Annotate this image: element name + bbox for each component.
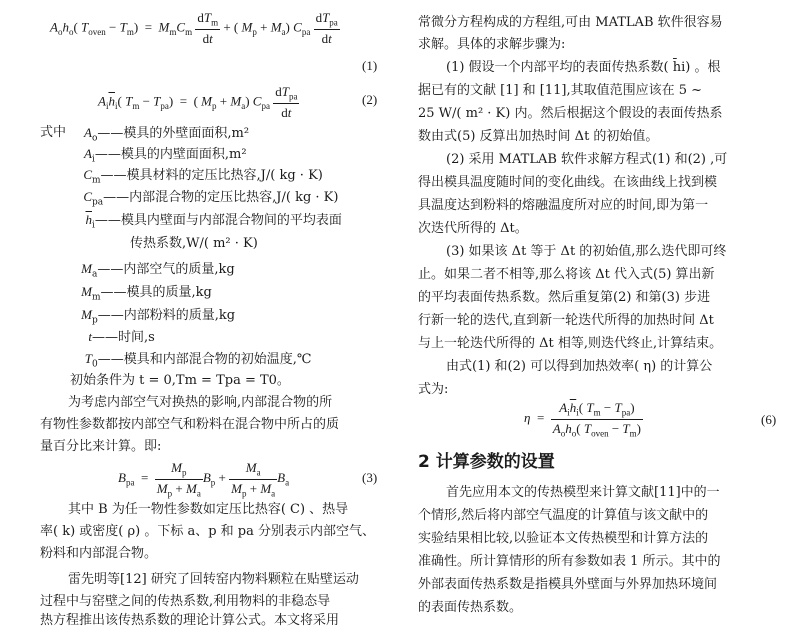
definition-row: $\overline{h}_i——$模具内壁面与内部混合物间的平均表面 <box>85 212 342 231</box>
step-3-line: (3) 如果该 Δt 等于 Δt 的初始值,那么迭代即可终 <box>446 244 727 259</box>
definition-row: $T_0——$模具和内部混合物的初始温度,℃ <box>84 351 312 370</box>
paragraph-line: 有物性参数都按内部空气和粉料在混合物中所占的质 <box>40 417 340 432</box>
definition-row: $A_i——$模具的内壁面面积,m² <box>84 146 247 165</box>
definition-row: 传热系数,W/( m² · K) <box>130 236 258 251</box>
paragraph-line: 准确性。所计算情形的所有参数如表 1 所示。其中的 <box>418 554 721 569</box>
step-3-line: 止。如果二者不相等,那么将该 Δt 代入式(5) 算出新 <box>418 267 715 282</box>
where-label: 式中 <box>40 125 67 140</box>
step-1-line: (1) 假设一个内部平均的表面传热系数( h̄i) 。根 <box>446 60 721 75</box>
paragraph-line: 粉料和内部混合物。 <box>40 546 158 561</box>
equation-2-label: (2) <box>362 92 378 107</box>
paragraph-line: 常微分方程构成的方程组,可由 MATLAB 软件很容易 <box>418 15 723 30</box>
section-heading: 2 计算参数的设置 <box>418 452 555 472</box>
paragraph-line: 外部表面传热系数是指模具外壁面与外界加热环境间 <box>418 577 718 592</box>
definition-row: $M_m——$模具的质量,kg <box>81 284 212 303</box>
step-3-line: 行新一轮的迭代,直到新一轮迭代所得的加热时间 Δt <box>418 313 714 328</box>
equation-6-label: (6) <box>761 412 777 427</box>
definition-row: t——时间,s <box>88 329 155 345</box>
paragraph-line: 式为: <box>418 382 449 397</box>
equation-3-label: (3) <box>362 470 378 485</box>
paragraph-line: 率( k) 或密度( ρ) 。下标 a、p 和 pa 分别表示内部空气、 <box>40 524 376 539</box>
definition-row: $M_a——$内部空气的质量,kg <box>81 261 235 280</box>
step-3-line: 与上一轮迭代所得的 Δt 相等,则迭代终止,计算结束。 <box>418 336 723 351</box>
definition-row: $C_{pa}——$内部混合物的定压比热容,J/( kg · K) <box>83 189 339 208</box>
paragraph-line: 量百分比来计算。即: <box>40 439 162 454</box>
definition-row: $A_o——$模具的外壁面面积,m² <box>84 125 250 144</box>
step-1-line: 数由式(5) 反算出加热时间 Δt 的初始值。 <box>418 129 659 144</box>
step-2-line: 次迭代所得的 Δt。 <box>418 221 528 236</box>
definition-row: $C_m——$模具材料的定压比热容,J/( kg · K) <box>83 167 323 186</box>
paragraph-line: 雷先明等[12] 研究了回转窑内物料颗粒在贴壁运动 <box>68 572 359 587</box>
paragraph-line: 由式(1) 和(2) 可以得到加热效率( η) 的计算公 <box>446 359 713 374</box>
initial-condition: 初始条件为 t = 0,Tm = Tpa = T0。 <box>70 373 290 388</box>
equation-6: η = $\frac{A_i\overline{h}_i( T_m - T_{pa})}{A_oh_o( T_{oven} - T_m)}$ <box>524 400 642 439</box>
equation-3: $B_{pa}$ = $\frac{M_p}{M_p + M_a}$ $B_p$ + $\frac{M_a}{M_p + M_a}$ $B_a$ <box>118 460 290 499</box>
step-2-line: (2) 采用 MATLAB 软件求解方程式(1) 和(2) ,可 <box>446 152 728 167</box>
definition-row: $M_p——$内部粉料的质量,kg <box>81 307 236 326</box>
paragraph-line: 实验结果相比较,以验证本文传热模型和计算方法的 <box>418 531 709 546</box>
paragraph-line: 为考虑内部空气对换热的影响,内部混合物的所 <box>68 395 333 410</box>
step-2-line: 具温度达到粉料的熔融温度所对应的时间,即为第一 <box>418 198 709 213</box>
equation-2: $A_i\overline{h}_i$( $T_m - T_{pa}$) = ( $M_p + M_a$) $C_{pa}$ $\frac{dT_{pa}}{dt}$ <box>98 84 298 120</box>
paragraph-line: 的表面传热系数。 <box>418 600 523 615</box>
step-2-line: 得出模具温度随时间的变化曲线。在该曲线上找到模 <box>418 175 718 190</box>
step-1-line: 25 W/( m² · K) 内。然后根据这个假设的表面传热系 <box>418 106 723 121</box>
equation-1: $A_oh_o$( $T_{oven} - T_m) = M_mC_m$ $\frac{dT_m}{dt}$ + ( $M_p + M_a$) $C_{pa}$ $\frac{dT_{pa}}{dt}$ <box>50 10 338 46</box>
equation-1-label: (1) <box>362 58 378 73</box>
step-3-line: 的平均表面传热系数。然后重复第(2) 和第(3) 步进 <box>418 290 711 305</box>
paragraph-line: 其中 B 为任一物性参数如定压比热容( C) 、热导 <box>68 502 349 517</box>
step-1-line: 据已有的文献 [1] 和 [11],其取值范围应该在 5 ~ <box>418 83 703 98</box>
paragraph-line: 首先应用本文的传热模型来计算文献[11]中的一 <box>446 485 720 500</box>
paragraph-line: 求解。具体的求解步骤为: <box>418 37 566 52</box>
paragraph-line: 热方程推出该传热系数的理论计算公式。本文将采用 <box>40 613 340 628</box>
paragraph-line: 过程中与窑壁之间的传热系数,利用物料的非稳态导 <box>40 594 331 609</box>
paragraph-line: 个情形,然后将内部空气温度的计算值与该文献中的 <box>418 508 709 523</box>
